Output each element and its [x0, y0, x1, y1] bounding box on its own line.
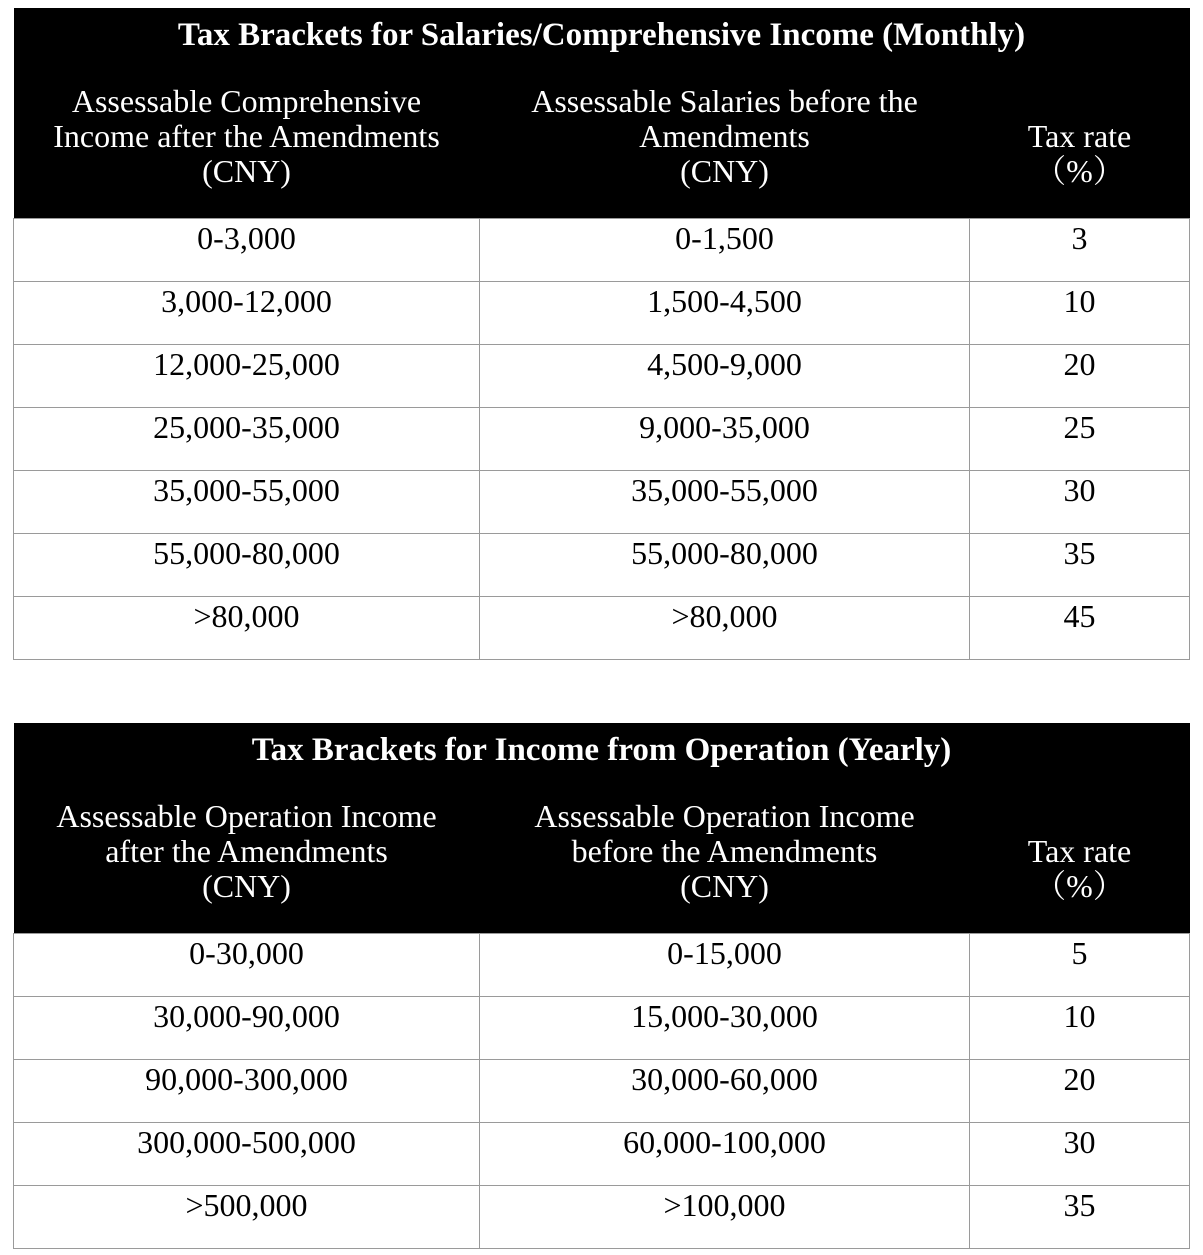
header-income-before: [480, 777, 970, 934]
table-row: [14, 282, 1190, 345]
header-line: [974, 84, 1186, 119]
header-line: Assessable Operation Income: [534, 797, 915, 834]
table-row: [14, 1123, 1190, 1186]
header-line: Assessable Operation Income: [56, 797, 437, 834]
cell-income-before: 9,000-35,000: [480, 408, 970, 471]
table-body: [14, 219, 1190, 660]
table-row: [14, 345, 1190, 408]
cell-income-after: 300,000-500,000: [14, 1123, 480, 1186]
salary-tax-brackets-table: [13, 8, 1190, 660]
cell-tax-rate: 20: [970, 1060, 1190, 1123]
table-row: [14, 471, 1190, 534]
header-line: [974, 799, 1186, 834]
table-title: Tax Brackets for Salaries/Comprehensive Income (Monthly): [14, 8, 1190, 62]
cell-income-before: 30,000-60,000: [480, 1060, 970, 1123]
table-row: [14, 597, 1190, 660]
table-title: Tax Brackets for Income from Operation (Yearly): [14, 723, 1190, 777]
cell-income-after: 0-30,000: [14, 934, 480, 997]
cell-tax-rate: 10: [970, 282, 1190, 345]
cell-income-before: 60,000-100,000: [480, 1123, 970, 1186]
table-row: [14, 934, 1190, 997]
cell-tax-rate: 20: [970, 345, 1190, 408]
header-line: Amendments: [639, 117, 810, 154]
header-line: （%）: [1034, 152, 1125, 189]
cell-income-before: >100,000: [480, 1186, 970, 1249]
cell-income-after: 30,000-90,000: [14, 997, 480, 1060]
header-line: (CNY): [202, 867, 291, 904]
header-line: after the Amendments: [105, 832, 388, 869]
cell-income-after: 35,000-55,000: [14, 471, 480, 534]
cell-income-before: >80,000: [480, 597, 970, 660]
table-title-row: [14, 8, 1190, 62]
cell-income-after: 0-3,000: [14, 219, 480, 282]
header-line: Assessable Comprehensive: [71, 82, 422, 119]
cell-income-after: 25,000-35,000: [14, 408, 480, 471]
header-line: Tax rate: [1027, 832, 1132, 869]
cell-tax-rate: 35: [970, 1186, 1190, 1249]
header-line: (CNY): [202, 152, 291, 189]
table-row: [14, 219, 1190, 282]
cell-tax-rate: 10: [970, 997, 1190, 1060]
header-line: (CNY): [680, 152, 769, 189]
cell-tax-rate: 30: [970, 1123, 1190, 1186]
cell-income-after: 3,000-12,000: [14, 282, 480, 345]
cell-tax-rate: 5: [970, 934, 1190, 997]
cell-income-before: 0-15,000: [480, 934, 970, 997]
cell-income-after: 90,000-300,000: [14, 1060, 480, 1123]
table-row: [14, 997, 1190, 1060]
header-line: Tax rate: [1027, 117, 1132, 154]
table-row: [14, 408, 1190, 471]
table-row: [14, 1186, 1190, 1249]
cell-income-before: 55,000-80,000: [480, 534, 970, 597]
table-header-row: [14, 777, 1190, 934]
header-line: before the Amendments: [571, 832, 878, 869]
header-salaries-before: [480, 62, 970, 219]
cell-tax-rate: 30: [970, 471, 1190, 534]
cell-tax-rate: 35: [970, 534, 1190, 597]
cell-income-before: 4,500-9,000: [480, 345, 970, 408]
cell-tax-rate: 3: [970, 219, 1190, 282]
operation-tax-brackets-table: [13, 723, 1190, 1249]
header-line: （%）: [1034, 867, 1125, 904]
cell-income-after: >80,000: [14, 597, 480, 660]
cell-income-before: 35,000-55,000: [480, 471, 970, 534]
header-line: Assessable Salaries before the: [531, 82, 918, 119]
header-line: Income after the Amendments: [53, 117, 440, 154]
header-tax-rate: [970, 777, 1190, 934]
table-header-row: [14, 62, 1190, 219]
header-income-after: [14, 777, 480, 934]
cell-income-after: >500,000: [14, 1186, 480, 1249]
cell-income-before: 15,000-30,000: [480, 997, 970, 1060]
cell-tax-rate: 45: [970, 597, 1190, 660]
table-title-row: [14, 723, 1190, 777]
cell-tax-rate: 25: [970, 408, 1190, 471]
cell-income-after: 55,000-80,000: [14, 534, 480, 597]
header-tax-rate: [970, 62, 1190, 219]
cell-income-after: 12,000-25,000: [14, 345, 480, 408]
cell-income-before: 1,500-4,500: [480, 282, 970, 345]
table-row: [14, 1060, 1190, 1123]
table-body: [14, 934, 1190, 1249]
cell-income-before: 0-1,500: [480, 219, 970, 282]
header-income-after: [14, 62, 480, 219]
table-row: [14, 534, 1190, 597]
header-line: (CNY): [680, 867, 769, 904]
